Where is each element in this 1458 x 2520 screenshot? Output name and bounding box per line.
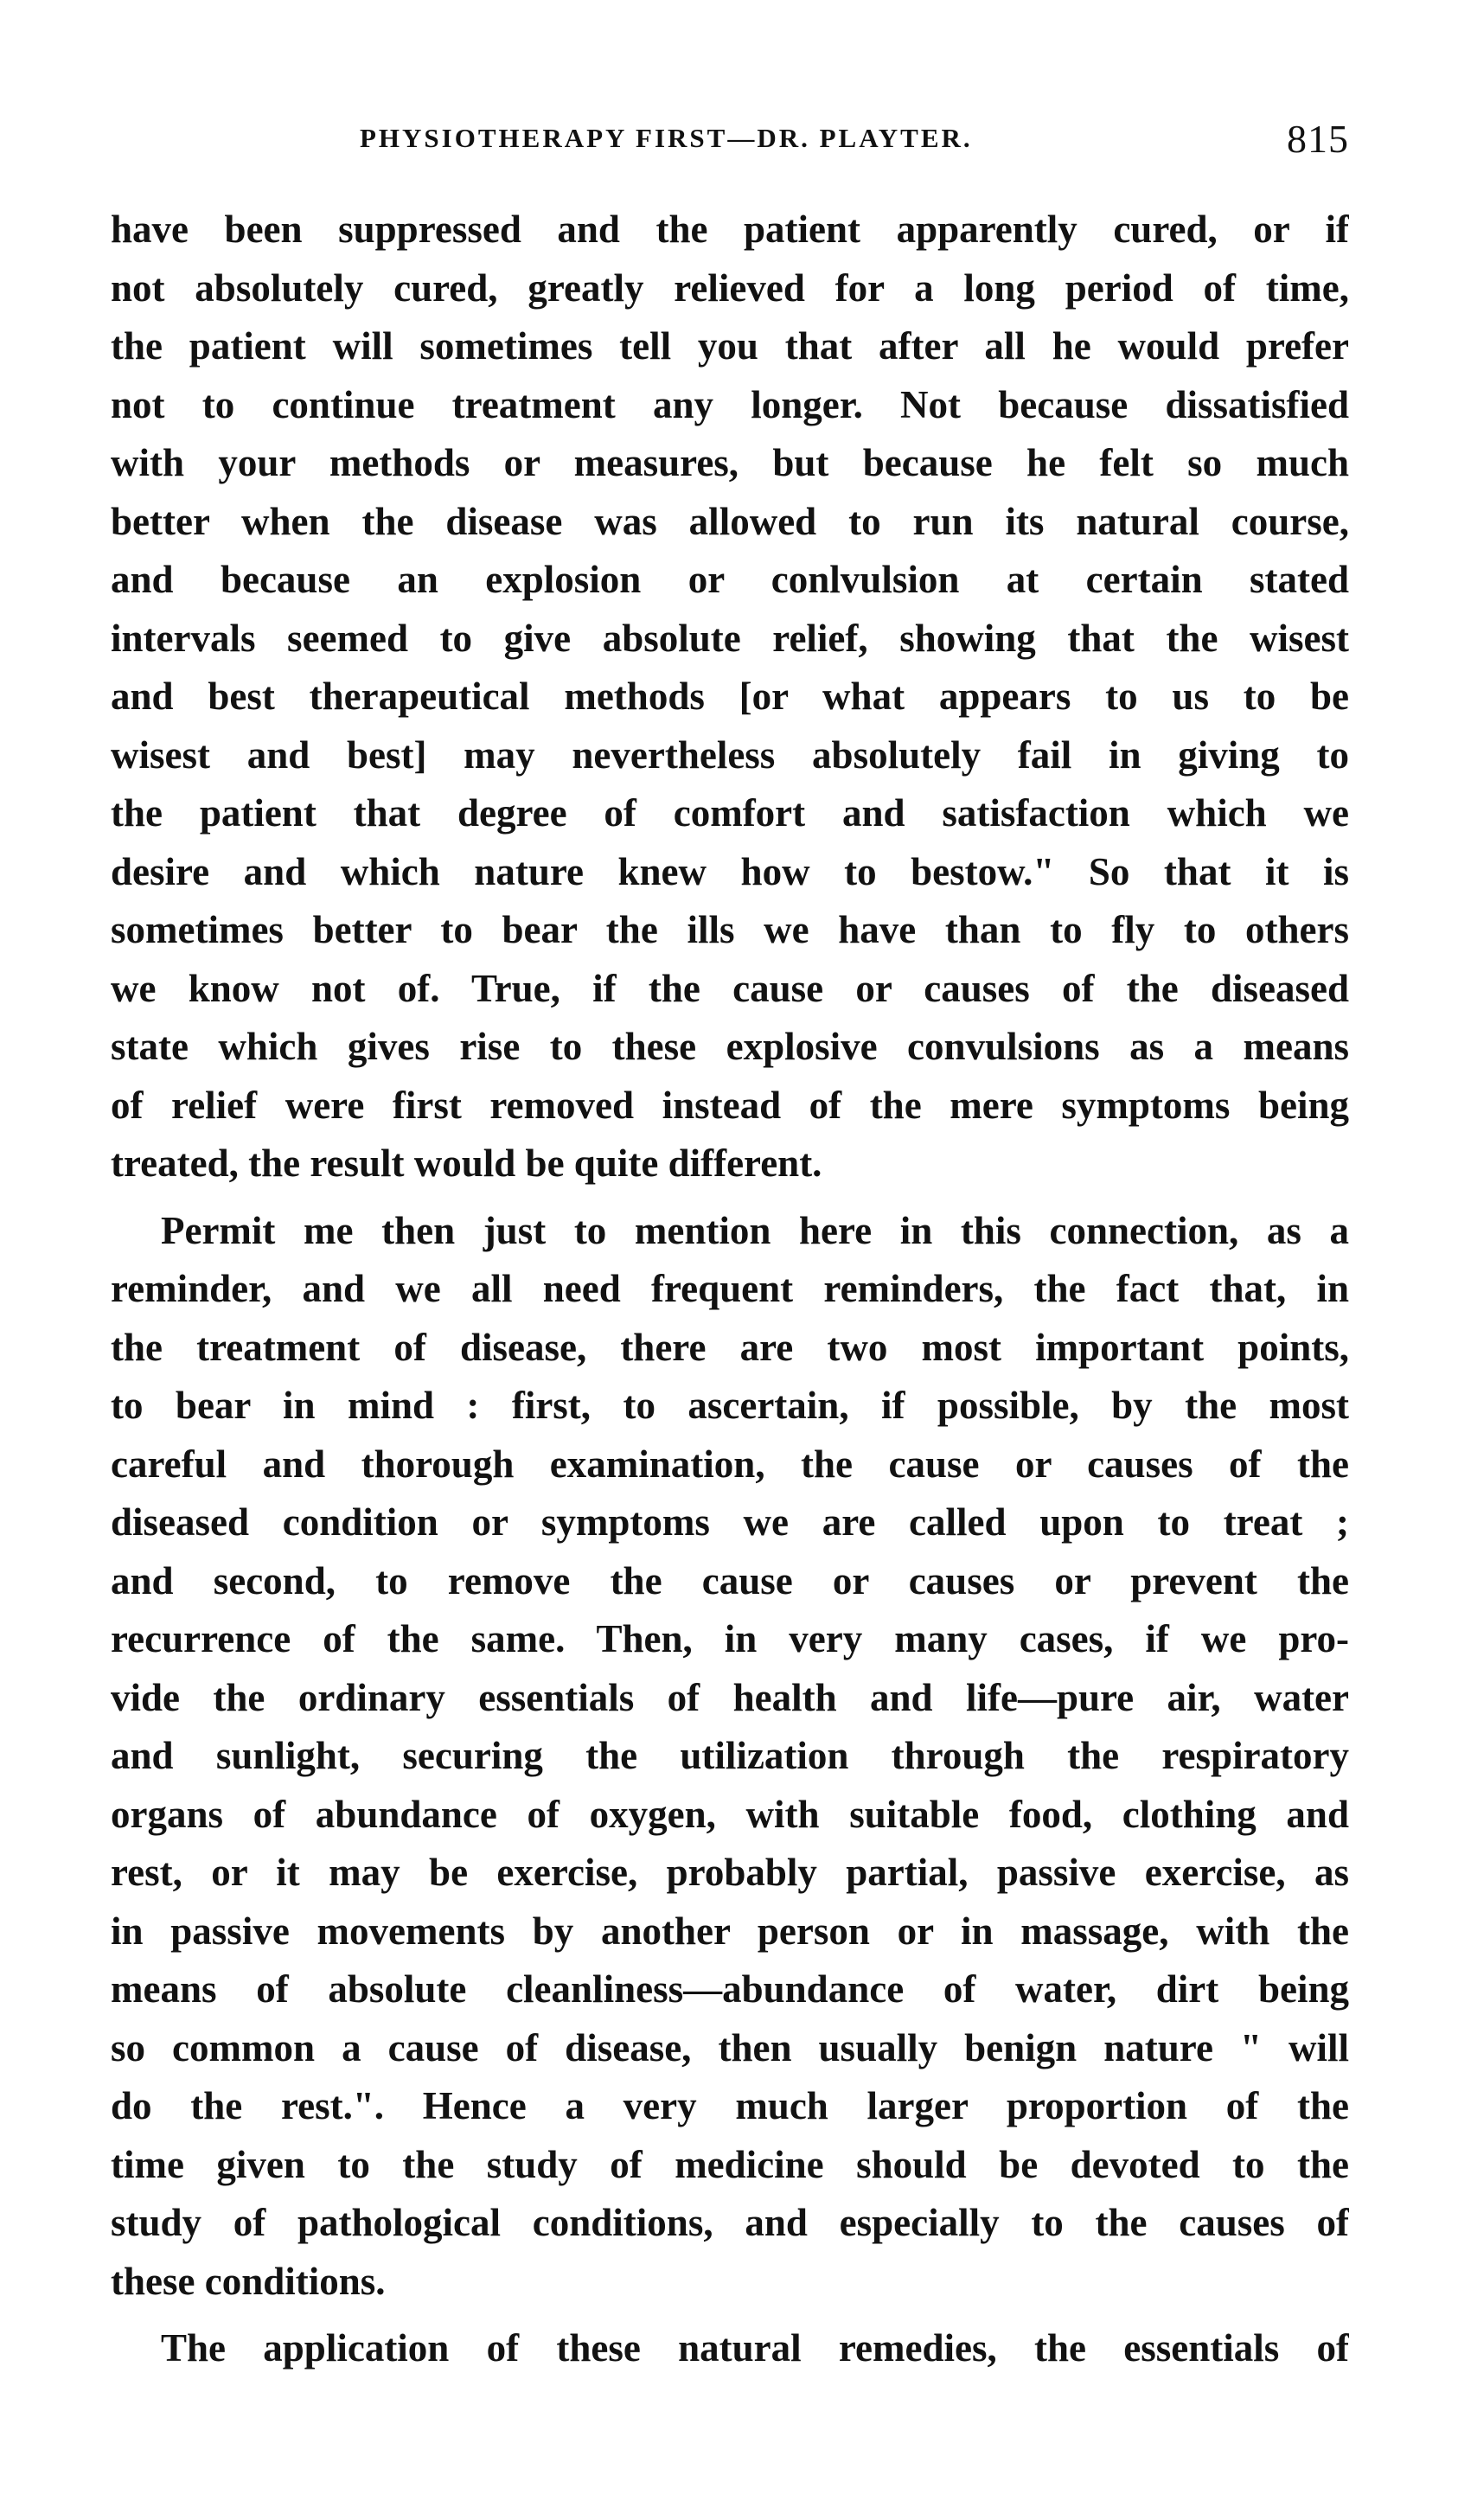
text-line: the patient will sometimes tell you that after all he would prefer xyxy=(111,324,1349,368)
running-head xyxy=(109,117,1349,173)
text-line: organs of abundance of oxygen, with suitable food, clothing and xyxy=(111,1792,1349,1836)
text-line: and sunlight, securing the utilization through the respiratory xyxy=(111,1734,1349,1777)
running-title: PHYSIOTHERAPY FIRST—DR. PLAYTER. xyxy=(360,123,973,153)
text-line: the patient that degree of comfort and satisfaction which we xyxy=(111,791,1349,835)
text-line: and second, to remove the cause or causes or prevent the xyxy=(111,1558,1349,1602)
text-line: wisest and best] may nevertheless absolutely fail in giving to xyxy=(111,732,1349,777)
text-line: not to continue treatment any longer. Not because dissatisfied xyxy=(111,382,1349,426)
text-line: state which gives rise to these explosive convulsions as a means xyxy=(111,1025,1349,1068)
paragraph-1 xyxy=(111,201,1349,1193)
body-text xyxy=(111,201,1349,2378)
text-line: with your methods or measures, but because he felt so much xyxy=(111,441,1349,484)
text-line: we know not of. True, if the cause or causes of the diseased xyxy=(111,966,1349,1010)
text-line: treated, the result would be quite different. xyxy=(111,1142,822,1185)
text-line: so common a cause of disease, then usually benign nature " will xyxy=(111,2025,1349,2069)
text-line: reminder, and we all need frequent reminders, the fact that, in xyxy=(111,1267,1349,1310)
text-line: recurrence of the same. Then, in very many cases, if we pro- xyxy=(111,1617,1349,1660)
text-line: Permit me then just to mention here in this connection, as a xyxy=(161,1208,1349,1252)
text-line: the treatment of disease, there are two most important points, xyxy=(111,1325,1349,1369)
text-line: do the rest.". Hence a very much larger proportion of the xyxy=(111,2084,1349,2127)
text-line: vide the ordinary essentials of health and life—pure air, water xyxy=(111,1675,1349,1719)
text-line: desire and which nature knew how to bestow." So that it is xyxy=(111,849,1349,893)
text-line: not absolutely cured, greatly relieved for a long period of time, xyxy=(111,265,1349,310)
paragraph-3 xyxy=(111,2319,1349,2378)
text-line: diseased condition or symptoms we are called upon to treat ; xyxy=(111,1500,1349,1544)
text-line: of relief were first removed instead of the mere symptoms being xyxy=(111,1083,1349,1127)
text-line: rest, or it may be exercise, probably partial, passive exercise, as xyxy=(111,1851,1349,1894)
text-line: means of absolute cleanliness—abundance of water, dirt being xyxy=(111,1967,1349,2011)
text-line: these conditions. xyxy=(111,2259,386,2303)
text-line: better when the disease was allowed to run its natural course, xyxy=(111,499,1349,543)
text-line: careful and thorough examination, the cause or causes of the xyxy=(111,1442,1349,1486)
text-line: The application of these natural remedies, the essentials of xyxy=(161,2326,1349,2370)
text-line: to bear in mind : first, to ascertain, if possible, by the most xyxy=(111,1384,1349,1427)
page-number: 815 xyxy=(1287,117,1349,161)
text-line: and because an explosion or conlvulsion at certain stated xyxy=(111,558,1349,601)
text-line: intervals seemed to give absolute relief, showing that the wisest xyxy=(111,616,1349,660)
text-line: study of pathological conditions, and especially to the causes of xyxy=(111,2201,1349,2244)
text-line: have been suppressed and the patient apparently cured, or if xyxy=(111,208,1349,251)
text-line: in passive movements by another person or in massage, with the xyxy=(111,1909,1349,1953)
text-line: time given to the study of medicine should be devoted to the xyxy=(111,2142,1349,2186)
paragraph-2 xyxy=(111,1202,1349,2312)
text-line: and best therapeutical methods [or what appears to us to be xyxy=(111,675,1349,718)
text-line: sometimes better to bear the ills we have than to fly to others xyxy=(111,908,1349,951)
